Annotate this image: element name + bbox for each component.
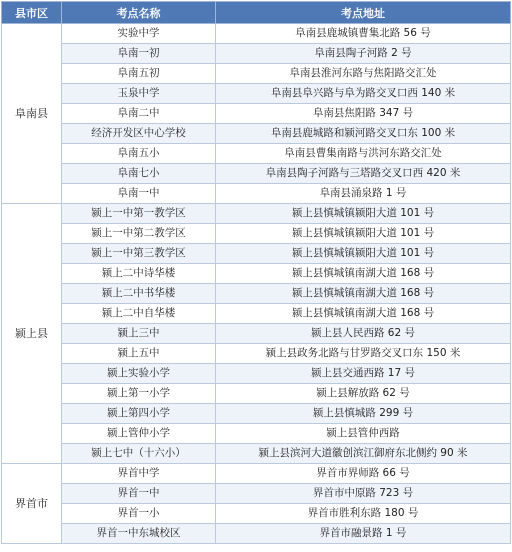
- site-name-cell: 玉泉中学: [62, 84, 216, 104]
- site-name-cell: 实验中学: [62, 24, 216, 44]
- site-name-cell: 颍上第一小学: [62, 384, 216, 404]
- site-address-cell: 界首市胜利东路 180 号: [216, 504, 511, 524]
- site-name-cell: 界首中学: [62, 464, 216, 484]
- county-cell: 颍上县: [2, 204, 62, 464]
- site-address-cell: 阜南县鹿城路和颍河路交叉口东 100 米: [216, 124, 511, 144]
- site-name-cell: 颍上二中诗华楼: [62, 264, 216, 284]
- table-row: [2, 104, 511, 124]
- site-name-cell: 阜南一中: [62, 184, 216, 204]
- site-name-cell: 界首一中: [62, 484, 216, 504]
- site-address-cell: 阜南县焦阳路 347 号: [216, 104, 511, 124]
- site-address-cell: 颍上县管仲西路: [216, 424, 511, 444]
- site-name-cell: 阜南五小: [62, 144, 216, 164]
- site-address-cell: 界首市界师路 66 号: [216, 464, 511, 484]
- table-row: [2, 404, 511, 424]
- table-row: [2, 284, 511, 304]
- site-name-cell: 阜南一初: [62, 44, 216, 64]
- site-address-cell: 阜南县鹿城镇曹集北路 56 号: [216, 24, 511, 44]
- table-row: [2, 364, 511, 384]
- site-name-cell: 颍上第四小学: [62, 404, 216, 424]
- table-row: [2, 484, 511, 504]
- site-name-cell: 颍上三中: [62, 324, 216, 344]
- site-address-cell: 颍上县慎城路 299 号: [216, 404, 511, 424]
- table-row: [2, 164, 511, 184]
- table-body: [2, 24, 511, 544]
- site-address-cell: 颍上县政务北路与甘罗路交叉口东 150 米: [216, 344, 511, 364]
- site-address-cell: 界首市中原路 723 号: [216, 484, 511, 504]
- county-cell: 阜南县: [2, 24, 62, 204]
- table-row: [2, 144, 511, 164]
- site-name-cell: 颍上二中书华楼: [62, 284, 216, 304]
- site-name-cell: 颍上二中自华楼: [62, 304, 216, 324]
- site-name-cell: 阜南五初: [62, 64, 216, 84]
- exam-sites-table-container: [1, 1, 510, 544]
- table-row: [2, 24, 511, 44]
- site-name-cell: 颍上七中（十六小）: [62, 444, 216, 464]
- site-name-cell: 阜南二中: [62, 104, 216, 124]
- header-county: 县市区: [2, 2, 62, 24]
- site-address-cell: 阜南县淮河东路与焦阳路交汇处: [216, 64, 511, 84]
- site-name-cell: 颍上一中第二教学区: [62, 224, 216, 244]
- site-address-cell: 阜南县阜兴路与阜为路交叉口西 140 米: [216, 84, 511, 104]
- site-address-cell: 界首市融景路 1 号: [216, 524, 511, 544]
- table-row: [2, 264, 511, 284]
- site-address-cell: 颍上县慎城镇颍阳大道 101 号: [216, 224, 511, 244]
- site-name-cell: 颍上五中: [62, 344, 216, 364]
- table-row: [2, 124, 511, 144]
- site-address-cell: 颍上县慎城镇南湖大道 168 号: [216, 264, 511, 284]
- table-row: [2, 504, 511, 524]
- table-row: [2, 224, 511, 244]
- table-row: [2, 424, 511, 444]
- table-row: [2, 204, 511, 224]
- site-name-cell: 阜南七小: [62, 164, 216, 184]
- table-row: [2, 324, 511, 344]
- site-name-cell: 界首一中东城校区: [62, 524, 216, 544]
- table-row: [2, 444, 511, 464]
- table-row: [2, 84, 511, 104]
- site-name-cell: 颍上一中第三教学区: [62, 244, 216, 264]
- county-cell: 界首市: [2, 464, 62, 544]
- table-row: [2, 344, 511, 364]
- exam-sites-table: [1, 1, 511, 544]
- site-address-cell: 颍上县人民西路 62 号: [216, 324, 511, 344]
- site-name-cell: 颍上一中第一教学区: [62, 204, 216, 224]
- site-address-cell: 颍上县交通西路 17 号: [216, 364, 511, 384]
- table-row: [2, 44, 511, 64]
- table-row: [2, 244, 511, 264]
- site-name-cell: 经济开发区中心学校: [62, 124, 216, 144]
- table-row: [2, 64, 511, 84]
- site-address-cell: 颍上县解放路 62 号: [216, 384, 511, 404]
- site-address-cell: 阜南县曹集南路与洪河东路交汇处: [216, 144, 511, 164]
- header-site-address: 考点地址: [216, 2, 511, 24]
- site-address-cell: 阜南县陶子河路与三塔路交叉口西 420 米: [216, 164, 511, 184]
- site-address-cell: 阜南县涌泉路 1 号: [216, 184, 511, 204]
- table-row: [2, 524, 511, 544]
- site-address-cell: 颍上县慎城镇南湖大道 168 号: [216, 284, 511, 304]
- table-row: [2, 464, 511, 484]
- site-address-cell: 颍上县慎城镇颍阳大道 101 号: [216, 204, 511, 224]
- site-address-cell: 颍上县慎城镇颍阳大道 101 号: [216, 244, 511, 264]
- table-row: [2, 184, 511, 204]
- site-address-cell: 颍上县滨河大道徽创滨江御府东北侧约 90 米: [216, 444, 511, 464]
- header-site-name: 考点名称: [62, 2, 216, 24]
- table-row: [2, 304, 511, 324]
- table-header-row: [2, 2, 511, 24]
- site-name-cell: 界首一小: [62, 504, 216, 524]
- site-address-cell: 阜南县陶子河路 2 号: [216, 44, 511, 64]
- site-name-cell: 颍上管仲小学: [62, 424, 216, 444]
- site-address-cell: 颍上县慎城镇南湖大道 168 号: [216, 304, 511, 324]
- table-row: [2, 384, 511, 404]
- site-name-cell: 颍上实验小学: [62, 364, 216, 384]
